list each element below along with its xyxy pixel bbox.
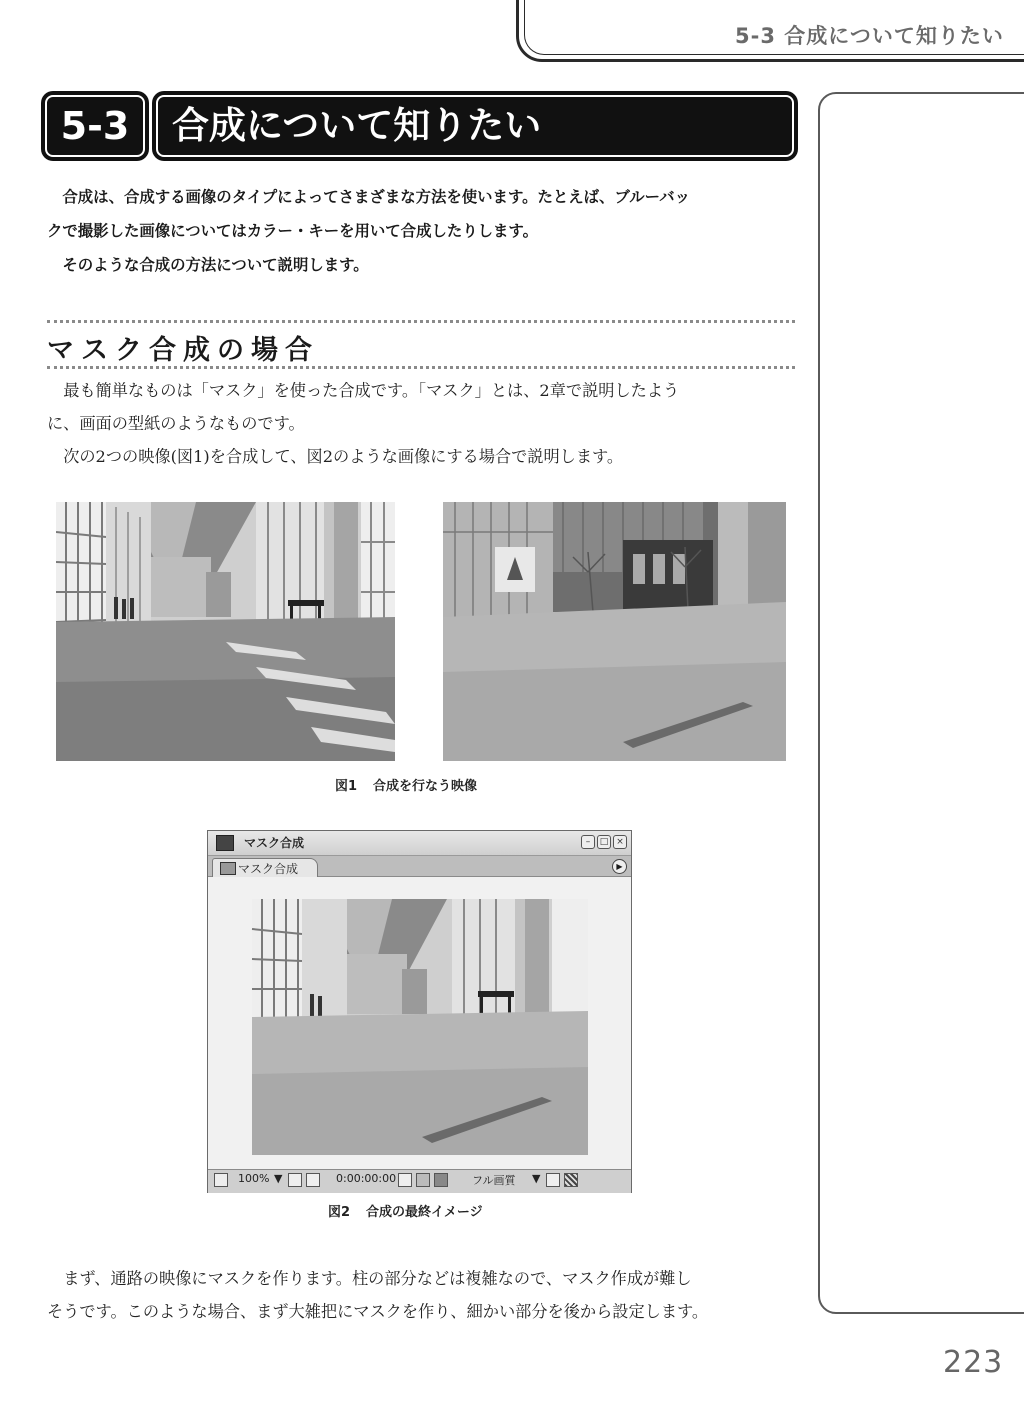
figure2-caption (328, 1201, 483, 1220)
intro-line: 合成は、合成する画像のタイプによってさまざまな方法を使います。たとえば、ブルーバッ (62, 188, 691, 206)
subheading-rule-bottom (47, 366, 795, 369)
intro-paragraph (47, 180, 799, 282)
quality-dropdown[interactable]: フル画質 (472, 1174, 516, 1187)
color-channel-icon[interactable] (434, 1173, 448, 1187)
close-button[interactable]: × (613, 835, 627, 849)
snapshot-icon[interactable] (214, 1173, 228, 1187)
grid-icon[interactable] (288, 1173, 302, 1187)
body-paragraph (47, 1262, 799, 1328)
figure2-caption-text: 合成の最終イメージ (366, 1205, 483, 1220)
chevron-down-icon[interactable]: ▼ (532, 1172, 541, 1185)
body-line: まず、通路の映像にマスクを作ります。柱の部分などは複雑なので、マスク作成が難し (63, 1269, 692, 1288)
minimize-button[interactable]: – (581, 835, 595, 849)
subheading-rule-top (47, 320, 795, 323)
body-line: 次の2つの映像(図1)を合成して、図2のような画像にする場合で説明します。 (63, 447, 624, 466)
figure1-caption (335, 775, 477, 794)
maximize-button[interactable]: □ (597, 835, 611, 849)
composition-icon (216, 835, 234, 851)
subheading: マスク合成の場合 (47, 335, 319, 366)
body-line: 最も簡単なものは「マスク」を使った合成です。「マスク」とは、2章で説明したよう (63, 381, 680, 400)
body-line: に、画面の型紙のようなものです。 (47, 414, 305, 433)
transparency-grid-icon[interactable] (564, 1173, 578, 1187)
timecode-display[interactable]: 0:00:00:00 (336, 1172, 397, 1185)
window-title: マスク合成 (244, 836, 305, 850)
section-title: 合成について知りたい (172, 104, 542, 147)
courtyard-photo (443, 502, 786, 761)
composition-canvas[interactable] (208, 877, 631, 1169)
figure2-number: 図2 (328, 1205, 351, 1220)
composition-window[interactable] (207, 830, 632, 1193)
body-paragraph (47, 374, 799, 473)
intro-line: クで撮影した画像についてはカラー・キーを用いて合成したりします。 (47, 222, 538, 240)
margin-frame (818, 92, 1024, 1314)
corridor-photo (56, 502, 395, 761)
panel-menu-button[interactable]: ▶ (612, 859, 627, 874)
channel-icon[interactable] (416, 1173, 430, 1187)
zoom-dropdown[interactable]: 100% (238, 1172, 270, 1185)
tab-label: マスク合成 (238, 862, 299, 876)
mask-icon[interactable] (306, 1173, 320, 1187)
figure1-caption-text: 合成を行なう映像 (373, 779, 478, 794)
page-number: 223 (943, 1345, 1004, 1380)
chevron-down-icon[interactable]: ▼ (274, 1172, 283, 1185)
composition-tab-icon (220, 862, 236, 875)
region-icon[interactable] (546, 1173, 560, 1187)
running-header-title: 5-3 合成について知りたい (735, 24, 1004, 48)
body-line: そうです。このような場合、まず大雑把にマスクを作り、細かい部分を後から設定します。 (47, 1302, 709, 1321)
intro-line: そのような合成の方法について説明します。 (62, 256, 369, 274)
section-number: 5-3 (60, 104, 130, 148)
camera-icon[interactable] (398, 1173, 412, 1187)
figure1-number: 図1 (335, 779, 358, 794)
